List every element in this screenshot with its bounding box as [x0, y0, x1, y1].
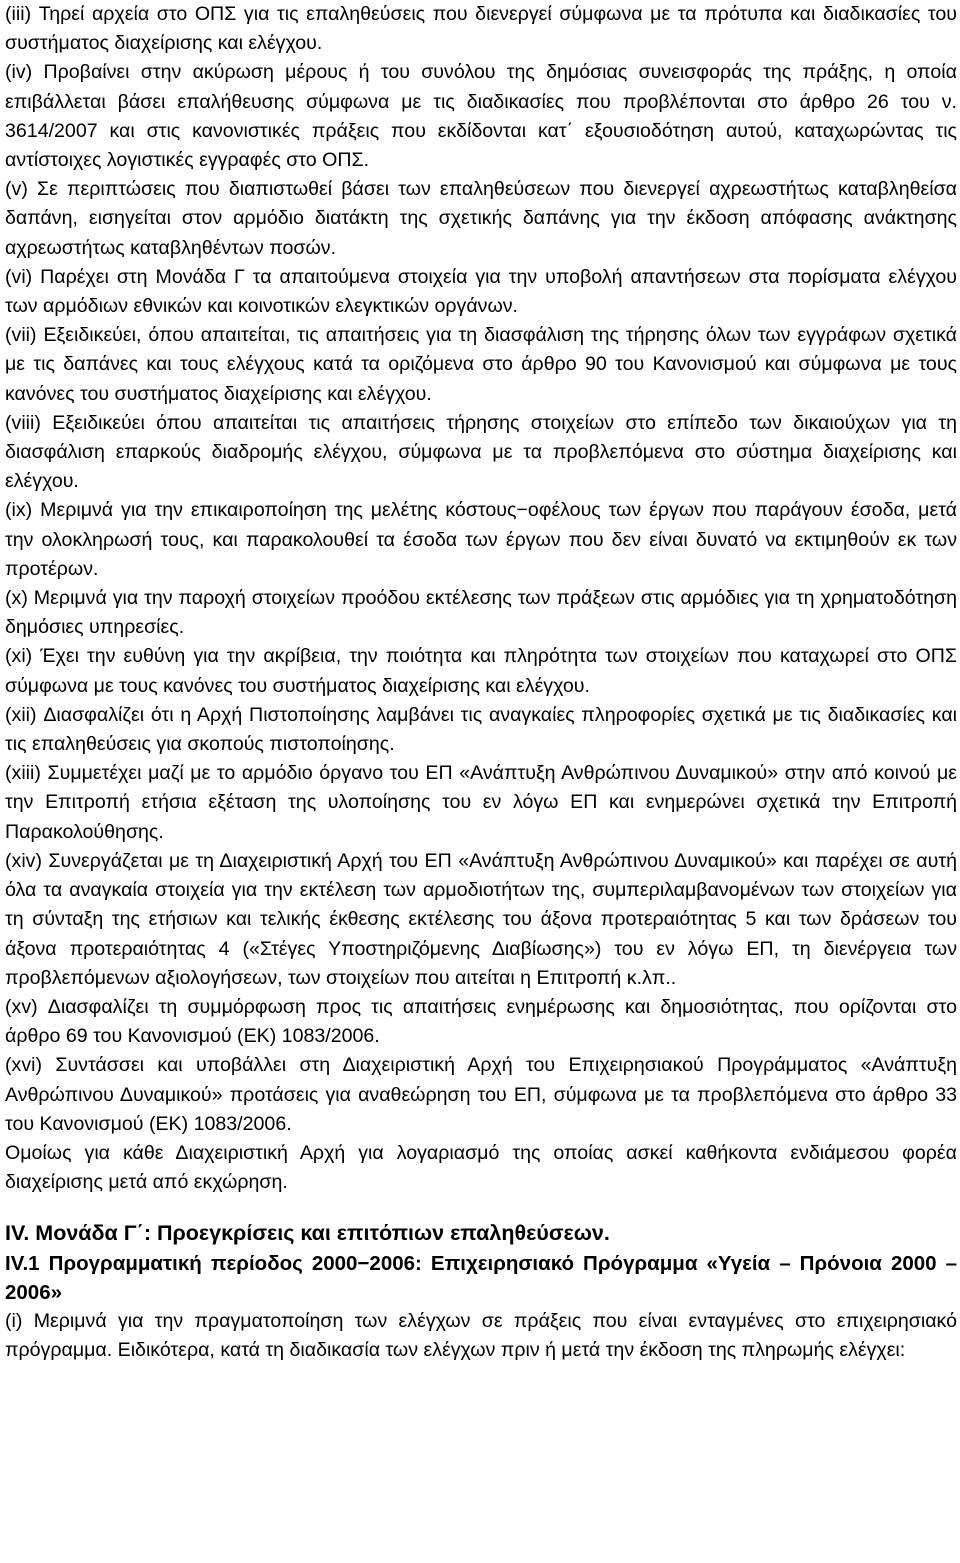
paragraph-xv: (xv) Διασφαλίζει τη συμμόρφωση προς τις απαιτήσεις ενημέρωσης και δημοσιότητας, που ορίζονται στο άρθρο 69 του Κανονισμού (ΕΚ) 1083/2006.	[5, 995, 957, 1048]
paragraph-viii: (viii) Εξειδικεύει όπου απαιτείται τις απαιτήσεις τήρησης στοιχείων στο επίπεδο των δικαιούχων για τη διασφάλιση επαρκούς διαδρομής ελέγχου, σύμφωνα με τα προβλεπόμενα στο σύστημα διαχείρισης και ελέγχου.	[5, 411, 957, 493]
paragraph-xi: (xi) Έχει την ευθύνη για την ακρίβεια, την ποιότητα και πληρότητα των στοιχείων που καταχωρεί στο ΟΠΣ σύμφωνα με τους κανόνες του συστήματος διαχείρισης και ελέγχου.	[5, 645, 957, 697]
document-page	[5, 0, 957, 1365]
paragraph-xvi: (xvi) Συντάσσει και υποβάλλει στη Διαχειριστική Αρχή του Επιχειρησιακού Προγράμματος «Ανάπτυξη Ανθρώπινου Δυναμικού» προτάσεις για αναθεώρηση του ΕΠ, σύμφωνα με τα προβλεπόμενα στο άρθρο 33 του Κανονισμού (ΕΚ) 1083/2006.	[5, 1054, 957, 1135]
paragraph-x: (x) Μεριμνά για την παροχή στοιχείων προόδου εκτέλεσης των πράξεων στις αρμόδιες για τη χρηματοδότηση δημόσιες υπηρεσίες.	[5, 587, 957, 639]
paragraph-vii: (vii) Εξειδικεύει, όπου απαιτείται, τις απαιτήσεις για τη διασφάλιση της τήρησης όλων των εγγράφων σχετικά με τις δαπάνες και τους ελέγχους κατά τα οριζόμενα στο άρθρο 90 του Κανονισμού και σύμφωνα με τους κανόνες του συστήματος διαχείρισης και ελέγχου.	[5, 324, 957, 405]
paragraph-ix: (ix) Μεριμνά για την επικαιροποίηση της μελέτης κόστους−οφέλους των έργων που παράγουν έσοδα, μετά την ολοκληρωσή τους, και παρακολουθεί τα έσοδα των έργων που δεν είναι δυνατό να εκτιμηθούν εκ των προτέρων.	[5, 499, 957, 580]
paragraph-iv: (iv) Προβαίνει στην ακύρωση μέρους ή του συνόλου της δημόσιας συνεισφοράς της πράξης, η οποία επιβάλλεται βάσει επαλήθευσης σύμφωνα με τις διαδικασίες που προβλέπονται στο άρθρο 26 του ν. 3614/2007 και στις κανονιστικές πράξεις που εκδίδονται κατ΄ εξουσιοδότηση αυτού, καταχωρώντας τις αντίστοιχες λογιστικές εγγραφές στο ΟΠΣ.	[5, 61, 957, 172]
paragraph-xiv: (xiv) Συνεργάζεται με τη Διαχειριστική Αρχή του ΕΠ «Ανάπτυξη Ανθρώπινου Δυναμικού» και παρέχει σε αυτή όλα τα αναγκαία στοιχεία για την εκτέλεση των αρμοδιοτήτων της, συμπεριλαμβανομένων των στοιχείων για τη σύνταξη της ετήσιων και τελικής έκθεσης εκτέλεσης του άξονα προτεραιότητας 5 και των δράσεων του άξονα προτεραιότητας 4 («Στέγες Υποστηριζόμενης Διαβίωσης») του εν λόγω ΕΠ, τη διενέργεια των προβλεπόμενων αξιολογήσεων, των στοιχείων που αιτείται η Επιτροπή κ.λπ..	[5, 849, 957, 989]
paragraph-xii: (xii) Διασφαλίζει ότι η Αρχή Πιστοποίησης λαμβάνει τις αναγκαίες πληροφορίες σχετικά με τις διαδικασίες και τις επαληθεύσεις για σκοπούς πιστοποίησης.	[5, 703, 957, 756]
subsection-heading: IV.1 Προγραμματική περίοδος 2000−2006: Επιχειρησιακό Πρόγραμμα «Υγεία – Πρόνοια 2000 – 2006»	[5, 1251, 957, 1304]
paragraph-iv1-i: (i) Μεριμνά για την πραγματοποίηση των ελέγχων σε πράξεις που είναι ενταγμένες στο επιχειρησιακό πρόγραμμα. Ειδικότερα, κατά τη διαδικασία των ελέγχων πριν ή μετά την έκδοση της πληρωμής ελέγχει:	[5, 1309, 957, 1362]
section-heading: IV. Μονάδα Γ΄: Προεγκρίσεις και επιτόπιων επαληθεύσεων.	[5, 1221, 610, 1246]
paragraph-vi: (vi) Παρέχει στη Μονάδα Γ τα απαιτούμενα στοιχεία για την υποβολή απαντήσεων στα πορίσματα ελέγχου των αρμόδιων εθνικών και κοινοτικών ελεγκτικών οργάνων.	[5, 265, 957, 318]
paragraph-xiii: (xiii) Συμμετέχει μαζί με το αρμόδιο όργανο του ΕΠ «Ανάπτυξη Ανθρώπινου Δυναμικού» στην από κοινού με την Επιτροπή ετήσια εξέταση της υλοποίησης του εν λόγω ΕΠ και ενημερώνει σχετικά την Επιτροπή Παρακολούθησης.	[5, 762, 957, 843]
section-spacer	[5, 1197, 957, 1219]
paragraph-v: (v) Σε περιπτώσεις που διαπιστωθεί βάσει των επαληθεύσεων που διενεργεί αχρεωστήτως καταβληθείσα δαπάνη, εισηγείται στον αρμόδιο διατάκτη της σχετικής δαπάνης για την έκδοση απόφασης ανάκτησης αχρεωστήτως καταβληθέντων ποσών.	[5, 178, 957, 259]
paragraph-iii: (iii) Τηρεί αρχεία στο ΟΠΣ για τις επαληθεύσεις που διενεργεί σύμφωνα με τα πρότυπα και διαδικασίες του συστήματος διαχείρισης και ελέγχου.	[5, 3, 957, 55]
paragraph-similarly: Ομοίως για κάθε Διαχειριστική Αρχή για λογαριασμό της οποίας ασκεί καθήκοντα ενδιάμεσου φορέα διαχείρισης μετά από εκχώρηση.	[5, 1141, 957, 1194]
